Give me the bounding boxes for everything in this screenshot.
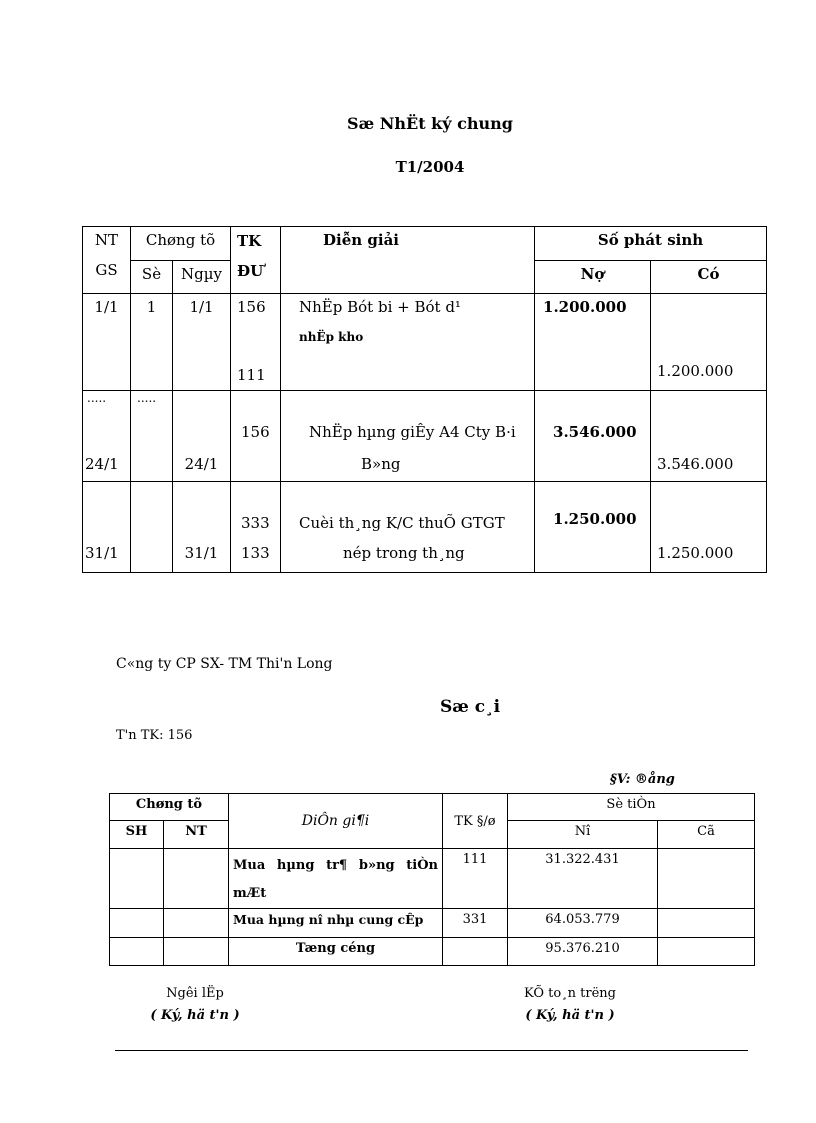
- signature-right-title: KÕ to¸n trëng: [523, 986, 617, 1001]
- row-co-value: 3.546.000: [657, 455, 734, 473]
- header-tk-du: [231, 227, 281, 294]
- row-nt: 1/1: [83, 294, 131, 391]
- row-co: [651, 294, 767, 391]
- header-diengiai-cell: [281, 227, 535, 294]
- row-desc: [281, 294, 535, 391]
- ledger-title: Sæ c¸i: [440, 697, 501, 717]
- row-desc2: B»ng: [361, 455, 401, 473]
- table-row: [110, 909, 755, 938]
- ledger-cell-tk: 111: [443, 849, 508, 909]
- row-nt: [83, 482, 131, 573]
- row-nt: [83, 391, 131, 482]
- ledger-cell-sh: [110, 938, 164, 966]
- table-row: [83, 482, 767, 573]
- row-desc: [281, 482, 535, 573]
- header-gs: GS: [95, 261, 118, 279]
- ledger-cell-no: 31.322.431: [508, 849, 658, 909]
- row-so: [131, 391, 173, 482]
- ledger-header-tkdu: TK §/ø: [443, 794, 508, 849]
- row-tk: [231, 391, 281, 482]
- ledger-cell-tk: [443, 938, 508, 966]
- row-tk1: 156: [241, 423, 270, 441]
- ledger-cell-tk: 331: [443, 909, 508, 938]
- ledger-cell-nt: [164, 849, 229, 909]
- row-dots: .....: [87, 391, 107, 405]
- row-nt-value: 24/1: [85, 455, 119, 473]
- footer-divider: [115, 1050, 748, 1051]
- ledger-header-sotien: Sè tiÒn: [508, 794, 755, 821]
- signature-left-sub: ( Ký, hä t'n ): [150, 1008, 240, 1023]
- row-desc: [281, 391, 535, 482]
- ledger-header-nt: NT: [164, 821, 229, 849]
- unit-label: §V: ®ång: [610, 772, 675, 787]
- header-ngay: Ngµy: [173, 261, 231, 294]
- row-tk2: 133: [241, 544, 270, 562]
- row-nt-value: 31/1: [85, 544, 119, 562]
- row-tk: [231, 482, 281, 573]
- row-co: [651, 482, 767, 573]
- row-no: [535, 294, 651, 391]
- header-du: ĐƯ: [237, 262, 264, 280]
- ledger-cell-sh: [110, 909, 164, 938]
- row-ngay: 1/1: [173, 294, 231, 391]
- row-desc1: NhËp Bót bi + Bót d¹: [299, 298, 461, 316]
- ledger-cell-co: [658, 938, 755, 966]
- table-row: [83, 294, 767, 391]
- row-co: [651, 391, 767, 482]
- ledger-header-sh: SH: [110, 821, 164, 849]
- ledger-cell-desc: Mua hµng nî nhµ cung cÊp: [229, 909, 443, 938]
- header-diengiai: Diễn giải: [323, 231, 399, 249]
- row-dots: .....: [137, 391, 157, 405]
- signature-left-title: Ngêi lËp: [166, 986, 224, 1001]
- row-ngay-value: 31/1: [184, 544, 219, 562]
- table-row: [83, 391, 767, 482]
- row-tk1: 156: [237, 298, 266, 316]
- ledger-header-no: Nî: [508, 821, 658, 849]
- header-nt: NT: [94, 231, 119, 249]
- row-no-value: 1.200.000: [543, 298, 627, 316]
- table-row: [110, 938, 755, 966]
- company-name: C«ng ty CP SX- TM Thi'n Long: [116, 656, 333, 672]
- row-co-value: 1.250.000: [657, 544, 734, 562]
- ledger-cell-no: 64.053.779: [508, 909, 658, 938]
- ledger-cell-sh: [110, 849, 164, 909]
- header-chungtu: Chøng tõ: [131, 227, 231, 261]
- row-no: [535, 391, 651, 482]
- account-name: T'n TK: 156: [116, 728, 193, 743]
- row-tk2: 111: [237, 366, 266, 384]
- row-tk: [231, 294, 281, 391]
- signature-right-sub: ( Ký, hä t'n ): [525, 1008, 615, 1023]
- ledger-header-co: Cã: [658, 821, 755, 849]
- row-desc1: NhËp hµng giÊy A4 Cty B·i: [309, 423, 516, 441]
- header-nt-gs: [83, 227, 131, 294]
- row-desc2: nhËp kho: [299, 330, 364, 344]
- header-tk: TK: [237, 232, 262, 250]
- row-no-value: 1.250.000: [553, 510, 637, 528]
- table-row: [110, 849, 755, 909]
- row-ngay-value: 24/1: [184, 455, 219, 473]
- ledger-header-chungtu: Chøng tõ: [110, 794, 229, 821]
- ledger-total-no: 95.376.210: [508, 938, 658, 966]
- ledger-total-label: Tæng céng: [229, 938, 443, 966]
- row-co-value: 1.200.000: [657, 362, 734, 380]
- ledger-cell-nt: [164, 909, 229, 938]
- journal-title: Sæ NhËt ký chung: [347, 114, 513, 133]
- row-no: [535, 482, 651, 573]
- header-sophatsinh: Số phát sinh: [535, 227, 767, 261]
- row-so: 1: [131, 294, 173, 391]
- ledger-cell-desc: Mua hµng tr¶ b»ng tiÒn mÆt: [229, 849, 443, 909]
- journal-period: T1/2004: [395, 158, 465, 176]
- row-no-value: 3.546.000: [553, 423, 637, 441]
- journal-table: [82, 226, 767, 573]
- ledger-cell-co: [658, 909, 755, 938]
- ledger-header-diengiai: DiÔn gi¶i: [229, 794, 443, 849]
- ledger-cell-co: [658, 849, 755, 909]
- header-so: Sè: [131, 261, 173, 294]
- row-tk1: 333: [241, 514, 270, 532]
- ledger-table: [109, 793, 755, 966]
- row-desc2: nép trong th¸ng: [343, 544, 465, 562]
- row-ngay: [173, 391, 231, 482]
- ledger-cell-nt: [164, 938, 229, 966]
- row-desc1: Cuèi th¸ng K/C thuÕ GTGT: [299, 514, 505, 532]
- row-so: [131, 482, 173, 573]
- header-co: Có: [651, 261, 767, 294]
- header-no: Nợ: [535, 261, 651, 294]
- row-ngay: [173, 482, 231, 573]
